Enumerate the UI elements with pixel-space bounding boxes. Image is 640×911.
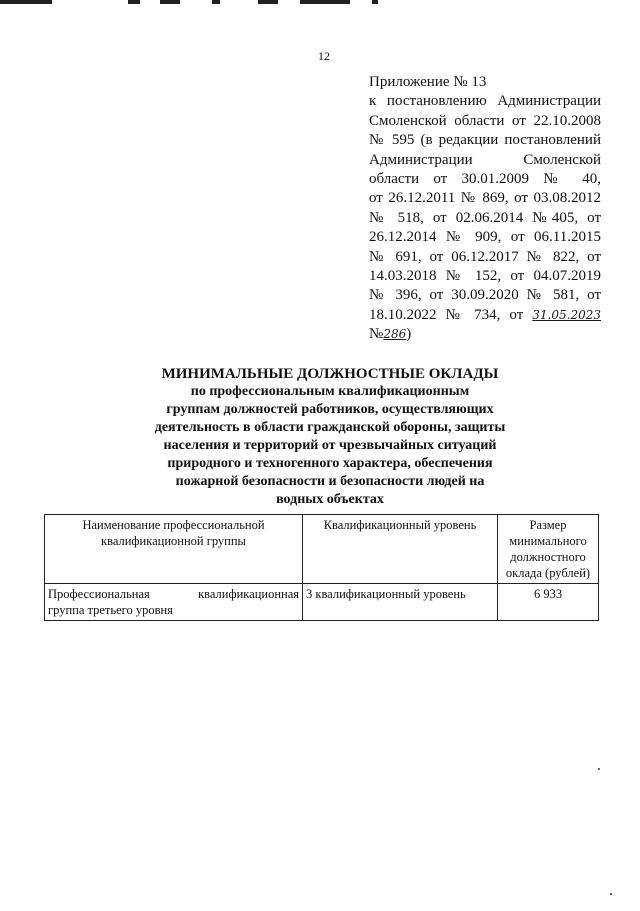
- appendix-line: Администрации Смоленской: [369, 151, 601, 168]
- scan-top-edge: [0, 0, 640, 5]
- title-main: МИНИМАЛЬНЫЕ ДОЛЖНОСТНЫЕ ОКЛАДЫ: [161, 366, 499, 382]
- appendix-line: к постановлению Администрации: [369, 93, 601, 110]
- table-header-row: [45, 515, 599, 584]
- appendix-line-amended-date: [369, 306, 601, 325]
- appendix-line-prefix: 18.10.2022 № 734, от: [369, 306, 524, 323]
- scan-speck: [610, 893, 612, 895]
- handwritten-number: 286: [383, 327, 407, 342]
- header-group-name: Наименование профессиональной квалификационной группы: [45, 515, 303, 584]
- cell-salary: 6 933: [498, 584, 599, 621]
- appendix-line: 14.03.2018 № 152, от 04.07.2019: [369, 268, 601, 285]
- appendix-line: Приложение № 13: [369, 74, 487, 90]
- appendix-line: № 396, от 30.09.2020 № 581, от: [369, 287, 601, 304]
- document-title: [120, 365, 540, 509]
- cell-group-name-line2: группа третьего уровня: [48, 603, 173, 617]
- appendix-line: № 691, от 06.12.2017 № 822, от: [369, 248, 601, 265]
- salary-table: [44, 514, 599, 621]
- scan-speck: [598, 768, 600, 770]
- title-line: по профессиональным квалификационным: [190, 384, 470, 399]
- closing-parenthesis: ): [406, 326, 412, 343]
- appendix-line: области от 30.01.2009 № 40,: [369, 171, 601, 188]
- table-row: [45, 584, 599, 621]
- header-qualification-level: Квалификационный уровень: [303, 515, 498, 584]
- header-salary: Размер минимального должностного оклада (рублей): [498, 515, 599, 584]
- cell-group-name-line1: Профессиональная квалификационная: [48, 587, 299, 601]
- appendix-reference: [369, 73, 601, 345]
- appendix-line-amended-number: [369, 325, 601, 344]
- appendix-line: 26.12.2014 № 909, от 06.11.2015: [369, 229, 601, 246]
- appendix-line: № 595 (в редакции постановлений: [369, 132, 601, 149]
- title-line: группам должностей работников, осуществляющих: [166, 402, 494, 417]
- number-sign: №: [369, 326, 384, 343]
- title-line: деятельность в области гражданской обороны, защиты: [154, 420, 506, 435]
- handwritten-date: 31.05.2023: [532, 307, 602, 322]
- page-number: 12: [318, 49, 330, 63]
- cell-group-name: [45, 584, 303, 621]
- title-line: водных объектах: [276, 492, 384, 507]
- title-line: пожарной безопасности и безопасности людей на: [175, 474, 485, 489]
- title-line: природного и техногенного характера, обеспечения: [167, 456, 493, 471]
- appendix-line: от 26.12.2011 № 869, от 03.08.2012: [369, 190, 601, 207]
- appendix-line: Смоленской области от 22.10.2008: [369, 112, 601, 129]
- appendix-line: № 518, от 02.06.2014 №405, от: [369, 209, 601, 226]
- title-line: населения и территорий от чрезвычайных ситуаций: [163, 438, 497, 453]
- cell-qualification-level: 3 квалификационный уровень: [303, 584, 498, 621]
